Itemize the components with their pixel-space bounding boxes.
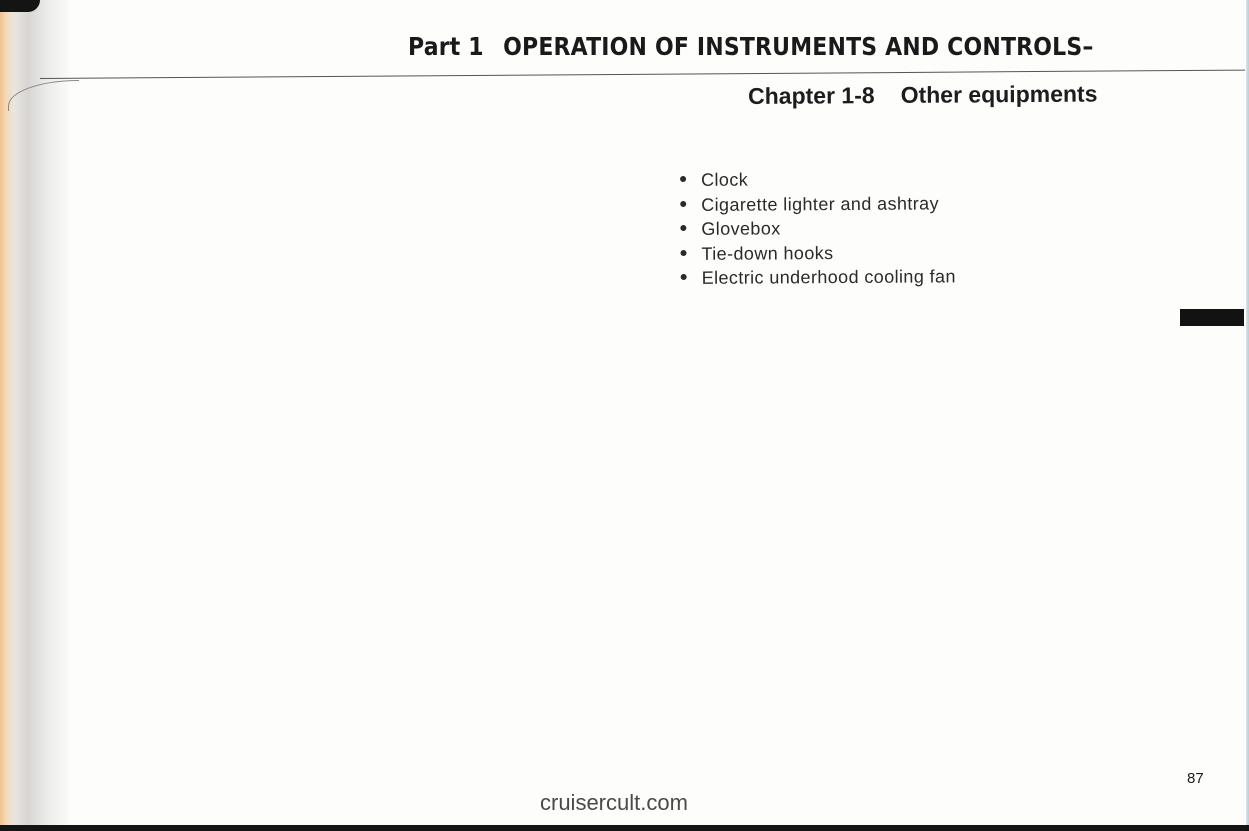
list-item — [680, 166, 955, 192]
list-item-text: Tie-down hooks — [701, 242, 834, 264]
chapter-heading — [748, 81, 1098, 110]
list-item-text: Glovebox — [701, 218, 781, 239]
bullet-icon — [680, 176, 686, 182]
list-item-text: Electric underhood cooling fan — [701, 266, 956, 288]
header-rule — [40, 70, 1245, 79]
book-spine-shadow — [0, 0, 70, 831]
bullet-icon — [680, 225, 686, 231]
chapter-label: Chapter 1-8 — [748, 82, 875, 109]
list-item — [680, 215, 955, 241]
bullet-icon — [680, 250, 686, 256]
chapter-title-text: Other equipments — [900, 80, 1098, 108]
bullet-icon — [681, 274, 687, 280]
page-corner-shadow — [0, 0, 40, 12]
list-item-text: Clock — [701, 169, 749, 190]
list-item — [680, 191, 955, 217]
section-thumb-tab — [1180, 309, 1244, 326]
page-number: 87 — [1187, 770, 1204, 787]
list-item — [680, 240, 955, 266]
watermark: cruisercult.com — [540, 790, 688, 815]
equipment-list — [680, 166, 956, 290]
bottom-page-edge — [0, 825, 1249, 831]
list-item — [681, 264, 956, 290]
list-item-text: Cigarette lighter and ashtray — [701, 192, 940, 215]
part-label: Part 1 — [408, 32, 484, 61]
part-heading-text: OPERATION OF INSTRUMENTS AND CONTROLS– — [503, 32, 1094, 61]
part-heading — [408, 32, 1094, 61]
bullet-icon — [680, 201, 686, 207]
